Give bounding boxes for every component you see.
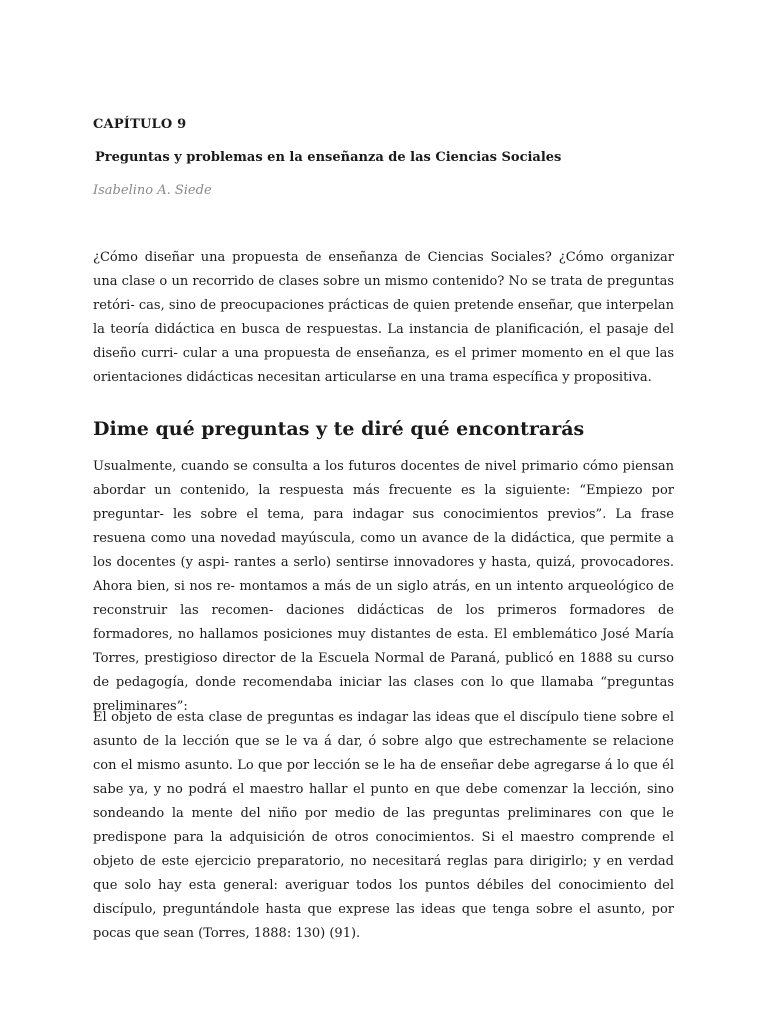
section-heading: Dime qué preguntas y te diré qué encontrarás xyxy=(93,418,585,440)
section-paragraph: Usualmente, cuando se consulta a los futuros docentes de nivel primario cómo piensan abordar un contenido, la respuesta más frecuente es la siguiente: “Empiezo por preguntar- les sobre el tema, para indagar sus conocimientos previos”. La frase resuena como una novedad mayúscula, como un avance de la didáctica, que permite a los docentes (y aspi- rantes a serlo) sentirse innovadores y hasta, quizá, provocadores. Ahora bien, si nos re- montamos a más de un siglo atrás, en un intento arqueológico de reconstruir las recomen- daciones didácticas de los primeros formadores de formadores, no hallamos posiciones muy distantes de esta. El emblemático José María Torres, prestigioso director de la Escuela Normal de Paraná, publicó en 1888 su curso de pedagogía, donde recomendaba iniciar las clases con lo que llamaba “preguntas preliminares”: xyxy=(93,459,674,714)
chapter-label: CAPÍTULO 9 xyxy=(93,117,187,132)
intro-paragraph: ¿Cómo diseñar una propuesta de enseñanza de Ciencias Sociales? ¿Cómo organizar una clase o un recorrido de clases sobre un mismo contenido? No se trata de preguntas retóri- cas, sino de preocupaciones prácticas de quien pretende enseñar, que interpelan la teoría didáctica en busca de respuestas. La instancia de planificación, el pasaje del diseño curri- cular a una propuesta de enseñanza, es el primer momento en el que las orientaciones didácticas necesitan articularse en una trama específica y propositiva. xyxy=(93,250,674,385)
author-name: Isabelino A. Siede xyxy=(93,183,212,198)
chapter-title: Preguntas y problemas en la enseñanza de las Ciencias Sociales xyxy=(95,150,562,165)
quote-paragraph: El objeto de esta clase de preguntas es indagar las ideas que el discípulo tiene sobre el asunto de la lección que se le va á dar, ó sobre algo que estrechamente se relacione con el mismo asunto. Lo que por lección se le ha de enseñar debe agregarse á lo que él sabe ya, y no podrá el maestro hallar el punto en que debe comenzar la lección, sino sondeando la mente del niño por medio de las preguntas preliminares con que le predispone para la adquisición de otros conocimientos. Si el maestro comprende el objeto de este ejercicio preparatorio, no necesitará reglas para dirigirlo; y en verdad que solo hay esta general: averiguar todos los puntos débiles del conocimiento del discípulo, preguntándole hasta que exprese las ideas que tenga sobre el asunto, por pocas que sean (Torres, 1888: 130) (91). xyxy=(93,710,674,941)
